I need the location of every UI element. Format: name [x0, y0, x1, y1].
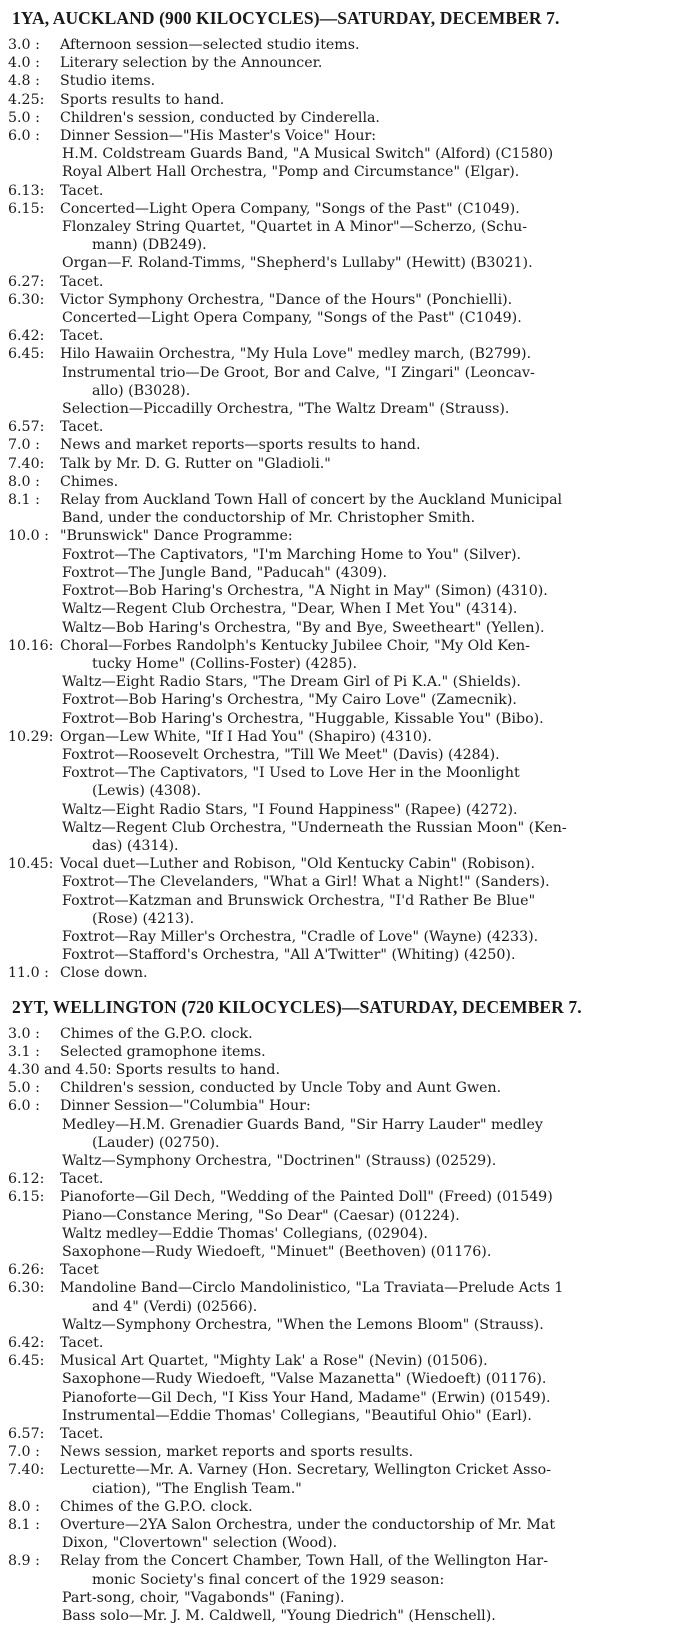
entry-line: (Lewis) (4308). [92, 783, 202, 800]
program-list [8, 1025, 692, 1626]
entry-line: mann) (DB249). [92, 237, 207, 254]
entry-line: Waltz—Eight Radio Stars, "The Dream Girl of Pi K.A." (Shields). [62, 674, 521, 691]
entry-line: Foxtrot—Bob Haring's Orchestra, "My Cairo Love" (Zamecnik). [62, 692, 517, 709]
program-entry [8, 1025, 692, 1043]
entry-time: 8.1 : [8, 492, 40, 509]
entry-time: 5.0 : [8, 109, 40, 126]
entry-line: News and market reports—sports results to hand. [60, 437, 421, 454]
entry-time: 6.12: [8, 1171, 45, 1188]
program-entry [8, 127, 692, 182]
program-entry [8, 1425, 692, 1443]
entry-line: Foxtrot—Stafford's Orchestra, "All A'Twitter" (Whiting) (4250). [62, 947, 516, 964]
entry-time: 6.0 : [8, 1098, 40, 1115]
program-entry [8, 1170, 692, 1188]
entry-line: Tacet [60, 1262, 99, 1279]
entry-content [60, 1352, 692, 1425]
program-entry [8, 436, 692, 454]
entry-time: 5.0 : [8, 1080, 40, 1097]
entry-time: 4.25: [8, 91, 45, 108]
entry-content [60, 455, 692, 473]
entry-line: Piano—Constance Mering, "So Dear" (Caesar) (01224). [62, 1207, 460, 1224]
entry-line: Tacet. [60, 419, 104, 436]
entry-line: Choral—Forbes Randolph's Kentucky Jubilee Choir, "My Old Ken- [60, 637, 530, 654]
entry-content [60, 345, 692, 418]
entry-time: 8.0 : [8, 473, 40, 490]
entry-content [60, 72, 692, 90]
program-entry [8, 36, 692, 54]
entry-line: Foxtrot—Katzman and Brunswick Orchestra, "I'd Rather Be Blue" [62, 892, 536, 909]
entry-time: 11.0 : [8, 965, 49, 982]
entry-content [60, 291, 692, 327]
program-entry [8, 1498, 692, 1516]
entry-content [60, 728, 692, 855]
program-entry [8, 200, 692, 273]
program-entry [8, 1279, 692, 1334]
entry-content [60, 473, 692, 491]
entry-time: 6.57: [8, 419, 45, 436]
entry-time: 6.27: [8, 273, 45, 290]
entry-time: 10.0 : [8, 528, 49, 545]
program-entry [8, 1552, 692, 1625]
entry-line: Literary selection by the Announcer. [60, 55, 323, 72]
entry-time: 8.9 : [8, 1553, 40, 1570]
entry-line: Pianoforte—Gil Dech, "Wedding of the Painted Doll" (Freed) (01549) [60, 1189, 553, 1206]
entry-line: Chimes of the G.P.O. clock. [60, 1025, 253, 1042]
entry-time: 6.15: [8, 1189, 45, 1206]
entry-time: 7.40: [8, 1462, 45, 1479]
program-entry [8, 345, 692, 418]
entry-line: (Rose) (4213). [92, 910, 195, 927]
entry-line: Afternoon session—selected studio items. [60, 37, 360, 53]
entry-content [60, 1498, 692, 1516]
entry-content [60, 1516, 692, 1552]
entry-line: Chimes. [60, 473, 119, 490]
entry-content [60, 327, 692, 345]
program-entry [8, 1443, 692, 1461]
entry-content [60, 1552, 692, 1625]
entry-content [60, 1188, 692, 1261]
entry-line: Flonzaley String Quartet, "Quartet in A Minor"—Scherzo, (Schu- [62, 219, 528, 236]
entry-line: Royal Albert Hall Orchestra, "Pomp and Circumstance" (Elgar). [62, 164, 520, 181]
entry-line: Foxtrot—The Captivators, "I'm Marching Home to You" (Silver). [62, 546, 522, 563]
section-auckland [8, 8, 692, 983]
program-entry [8, 1188, 692, 1261]
entry-line: Part-song, choir, "Vagabonds" (Faning). [62, 1589, 345, 1606]
program-entry [8, 1043, 692, 1061]
entry-line: Instrumental—Eddie Thomas' Collegians, "Beautiful Ohio" (Earl). [62, 1407, 532, 1424]
entry-time: 7.40: [8, 455, 45, 472]
program-entry [8, 455, 692, 473]
entry-line: Tacet. [60, 1171, 104, 1188]
entry-line: Waltz—Eight Radio Stars, "I Found Happiness" (Rapee) (4272). [62, 801, 518, 818]
entry-line: Concerted—Light Opera Company, "Songs of the Past" (C1049). [60, 200, 520, 217]
program-entry [8, 728, 692, 855]
entry-line: Overture—2YA Salon Orchestra, under the conductorship of Mr. Mat [60, 1517, 556, 1534]
entry-content [60, 1261, 692, 1279]
entry-time: 6.30: [8, 291, 45, 308]
entry-line: Concerted—Light Opera Company, "Songs of the Past" (C1049). [62, 310, 522, 327]
entry-time: 7.0 : [8, 1444, 40, 1461]
program-entry [8, 855, 692, 964]
entry-content [60, 91, 692, 109]
entry-content [60, 200, 692, 273]
entry-time: 10.29: [8, 728, 54, 745]
entry-content [60, 36, 692, 54]
program-entry [8, 527, 692, 636]
entry-line: Dinner Session—"Columbia" Hour: [60, 1098, 311, 1115]
section-wellington [8, 997, 692, 1626]
entry-time: 6.45: [8, 346, 45, 363]
entry-content [60, 1097, 692, 1170]
entry-line: Organ—Lew White, "If I Had You" (Shapiro) (4310). [60, 728, 432, 745]
entry-line: Bass solo—Mr. J. M. Caldwell, "Young Diedrich" (Henschell). [62, 1608, 496, 1625]
program-entry [8, 1516, 692, 1552]
entry-time: 3.0 : [8, 37, 40, 53]
entry-line: "Brunswick" Dance Programme: [60, 528, 293, 545]
entry-line: Foxtrot—The Clevelanders, "What a Girl! What a Night!" (Sanders). [62, 874, 550, 891]
entry-line: ciation), "The English Team." [92, 1480, 302, 1497]
entry-line: Selected gramophone items. [60, 1043, 266, 1060]
entry-line: Tacet. [60, 182, 104, 199]
entry-line: Waltz—Regent Club Orchestra, "Underneath the Russian Moon" (Ken- [62, 819, 567, 836]
entry-line: Dixon, "Clovertown" selection (Wood). [62, 1535, 338, 1552]
program-entry [8, 1352, 692, 1425]
program-entry [8, 1261, 692, 1279]
program-entry [8, 291, 692, 327]
entry-line: allo) (B3028). [92, 382, 191, 399]
entry-line: Lecturette—Mr. A. Varney (Hon. Secretary, Wellington Cricket Asso- [60, 1462, 551, 1479]
program-entry [8, 1461, 692, 1497]
entry-line: Foxtrot—The Jungle Band, "Paducah" (4309). [62, 564, 388, 581]
entry-line: Sports results to hand. [60, 91, 225, 108]
entry-line: tucky Home" (Collins-Foster) (4285). [92, 655, 357, 672]
entry-line: Vocal duet—Luther and Robison, "Old Kentucky Cabin" (Robison). [60, 856, 535, 873]
entry-time: 4.0 : [8, 55, 40, 72]
entry-content [60, 1170, 692, 1188]
entry-line: Victor Symphony Orchestra, "Dance of the Hours" (Ponchielli). [60, 291, 513, 308]
entry-line: Dinner Session—"His Master's Voice" Hour: [60, 128, 377, 145]
entry-line: (Lauder) (02750). [92, 1134, 220, 1151]
entry-content [60, 182, 692, 200]
entry-line: H.M. Coldstream Guards Band, "A Musical Switch" (Alford) (C1580) [62, 146, 554, 163]
entry-content [60, 964, 692, 982]
entry-line: Tacet. [60, 328, 104, 345]
entry-line: Saxophone—Rudy Wiedoeft, "Minuet" (Beethoven) (01176). [62, 1244, 492, 1260]
program-entry [8, 72, 692, 90]
entry-line: Foxtrot—Ray Miller's Orchestra, "Cradle of Love" (Wayne) (4233). [62, 928, 539, 945]
entry-time: 6.42: [8, 328, 45, 345]
entry-line: Pianoforte—Gil Dech, "I Kiss Your Hand, Madame" (Erwin) (01549). [62, 1389, 551, 1406]
station-heading: 1YA, AUCKLAND (900 KILOCYCLES)—SATURDAY, DECEMBER 7. [12, 8, 560, 28]
station-heading: 2YT, WELLINGTON (720 KILOCYCLES)—SATURDAY, DECEMBER 7. [12, 996, 582, 1017]
entry-time: 6.0 : [8, 128, 40, 145]
program-entry [8, 182, 692, 200]
program-list [8, 36, 692, 983]
program-entry [8, 637, 692, 728]
entry-content [60, 273, 692, 291]
entry-time: 3.1 : [8, 1043, 40, 1060]
program-entry [8, 1061, 692, 1079]
entry-time: 4.8 : [8, 73, 40, 90]
entry-time: 6.42: [8, 1335, 45, 1352]
entry-time: 6.30: [8, 1280, 45, 1297]
entry-content [60, 855, 692, 964]
entry-line: Selection—Piccadilly Orchestra, "The Waltz Dream" (Strauss). [62, 401, 510, 418]
entry-line: Tacet. [60, 1335, 104, 1352]
entry-time: 8.0 : [8, 1498, 40, 1515]
program-entry [8, 964, 692, 982]
entry-line: Waltz medley—Eddie Thomas' Collegians, (02904). [62, 1225, 428, 1242]
entry-time: 10.16: [8, 637, 54, 654]
entry-line: Close down. [60, 965, 148, 982]
entry-line: monic Society's final concert of the 1929 season: [92, 1571, 445, 1588]
program-entry [8, 54, 692, 72]
program-entry [8, 327, 692, 345]
entry-line: Musical Art Quartet, "Mighty Lak' a Rose" (Nevin) (01506). [60, 1353, 488, 1370]
entry-line: Foxtrot—Roosevelt Orchestra, "Till We Meet" (Davis) (4284). [62, 746, 500, 763]
program-entry [8, 109, 692, 127]
entry-line: Organ—F. Roland-Timms, "Shepherd's Lullaby" (Hewitt) (B3021). [62, 255, 533, 272]
entry-content [60, 637, 692, 728]
program-entry [8, 1079, 692, 1097]
entry-line: Children's session, conducted by Uncle Toby and Aunt Gwen. [60, 1080, 502, 1097]
entry-content [60, 109, 692, 127]
entry-content [60, 436, 692, 454]
program-entry [8, 418, 692, 436]
entry-time: 3.0 : [8, 1025, 40, 1042]
entry-line: Relay from the Concert Chamber, Town Hall, of the Wellington Har- [60, 1553, 548, 1570]
entry-line: Tacet. [60, 273, 104, 290]
entry-time: 6.57: [8, 1426, 45, 1443]
entry-time: 10.45: [8, 856, 54, 873]
entry-content [60, 1043, 692, 1061]
entry-content [60, 1461, 692, 1497]
entry-time: 6.15: [8, 200, 45, 217]
entry-content [60, 491, 692, 527]
entry-line: Saxophone—Rudy Wiedoeft, "Valse Mazanetta" (Wiedoeft) (01176). [62, 1371, 547, 1388]
entry-line: Waltz—Regent Club Orchestra, "Dear, When I Met You" (4314). [62, 601, 518, 618]
program-entry [8, 1334, 692, 1352]
entry-content [60, 54, 692, 72]
entry-line: Band, under the conductorship of Mr. Christopher Smith. [62, 510, 476, 527]
entry-content [60, 1025, 692, 1043]
entry-time: 6.13: [8, 182, 45, 199]
entry-line: Mandoline Band—Circlo Mandolinistico, "La Traviata—Prelude Acts 1 [60, 1280, 564, 1297]
entry-line: Medley—H.M. Grenadier Guards Band, "Sir Harry Lauder" medley [62, 1116, 543, 1133]
entry-content [60, 1334, 692, 1352]
entry-line: Children's session, conducted by Cinderella. [60, 109, 380, 126]
entry-line: Foxtrot—The Captivators, "I Used to Love Her in the Moonlight [62, 765, 520, 782]
entry-content [60, 1425, 692, 1443]
program-entry [8, 273, 692, 291]
program-entry [8, 473, 692, 491]
entry-line: Talk by Mr. D. G. Rutter on "Gladioli." [60, 455, 331, 472]
entry-line: das) (4314). [92, 837, 179, 854]
entry-time: 8.1 : [8, 1517, 40, 1534]
entry-line: Foxtrot—Bob Haring's Orchestra, "A Night in May" (Simon) (4310). [62, 583, 548, 600]
entry-content [60, 1443, 692, 1461]
entry-line: Studio items. [60, 73, 156, 90]
entry-content [60, 1079, 692, 1097]
program-entry [8, 491, 692, 527]
entry-line: Instrumental trio—De Groot, Bor and Calve, "I Zingari" (Leoncav- [62, 364, 535, 381]
entry-content [60, 527, 692, 636]
entry-line: and 4" (Verdi) (02566). [92, 1298, 258, 1315]
entry-line: Tacet. [60, 1426, 104, 1443]
program-entry [8, 91, 692, 109]
program-entry [8, 1097, 692, 1170]
entry-line: Chimes of the G.P.O. clock. [60, 1498, 253, 1515]
entry-line: News session, market reports and sports results. [60, 1444, 414, 1461]
entry-line: Waltz—Symphony Orchestra, "Doctrinen" (Strauss) (02529). [62, 1152, 497, 1169]
entry-line: Sports results to hand. [115, 1061, 280, 1078]
entry-content [60, 418, 692, 436]
entry-time: 6.45: [8, 1353, 45, 1370]
entry-content [60, 1279, 692, 1334]
entry-line: Relay from Auckland Town Hall of concert by the Auckland Municipal [60, 492, 563, 509]
entry-line: Foxtrot—Bob Haring's Orchestra, "Huggable, Kissable You" (Bibo). [62, 710, 544, 727]
entry-line: Waltz—Bob Haring's Orchestra, "By and Bye, Sweetheart" (Yellen). [62, 619, 545, 636]
entry-line: Waltz—Symphony Orchestra, "When the Lemons Bloom" (Strauss). [62, 1316, 544, 1333]
entry-content [60, 127, 692, 182]
entry-time: 6.26: [8, 1262, 45, 1279]
entry-content [116, 1061, 692, 1079]
entry-time: 4.30 and 4.50: [8, 1061, 112, 1078]
entry-line: Hilo Hawaiin Orchestra, "My Hula Love" medley march, (B2799). [60, 346, 532, 363]
entry-time: 7.0 : [8, 437, 40, 454]
